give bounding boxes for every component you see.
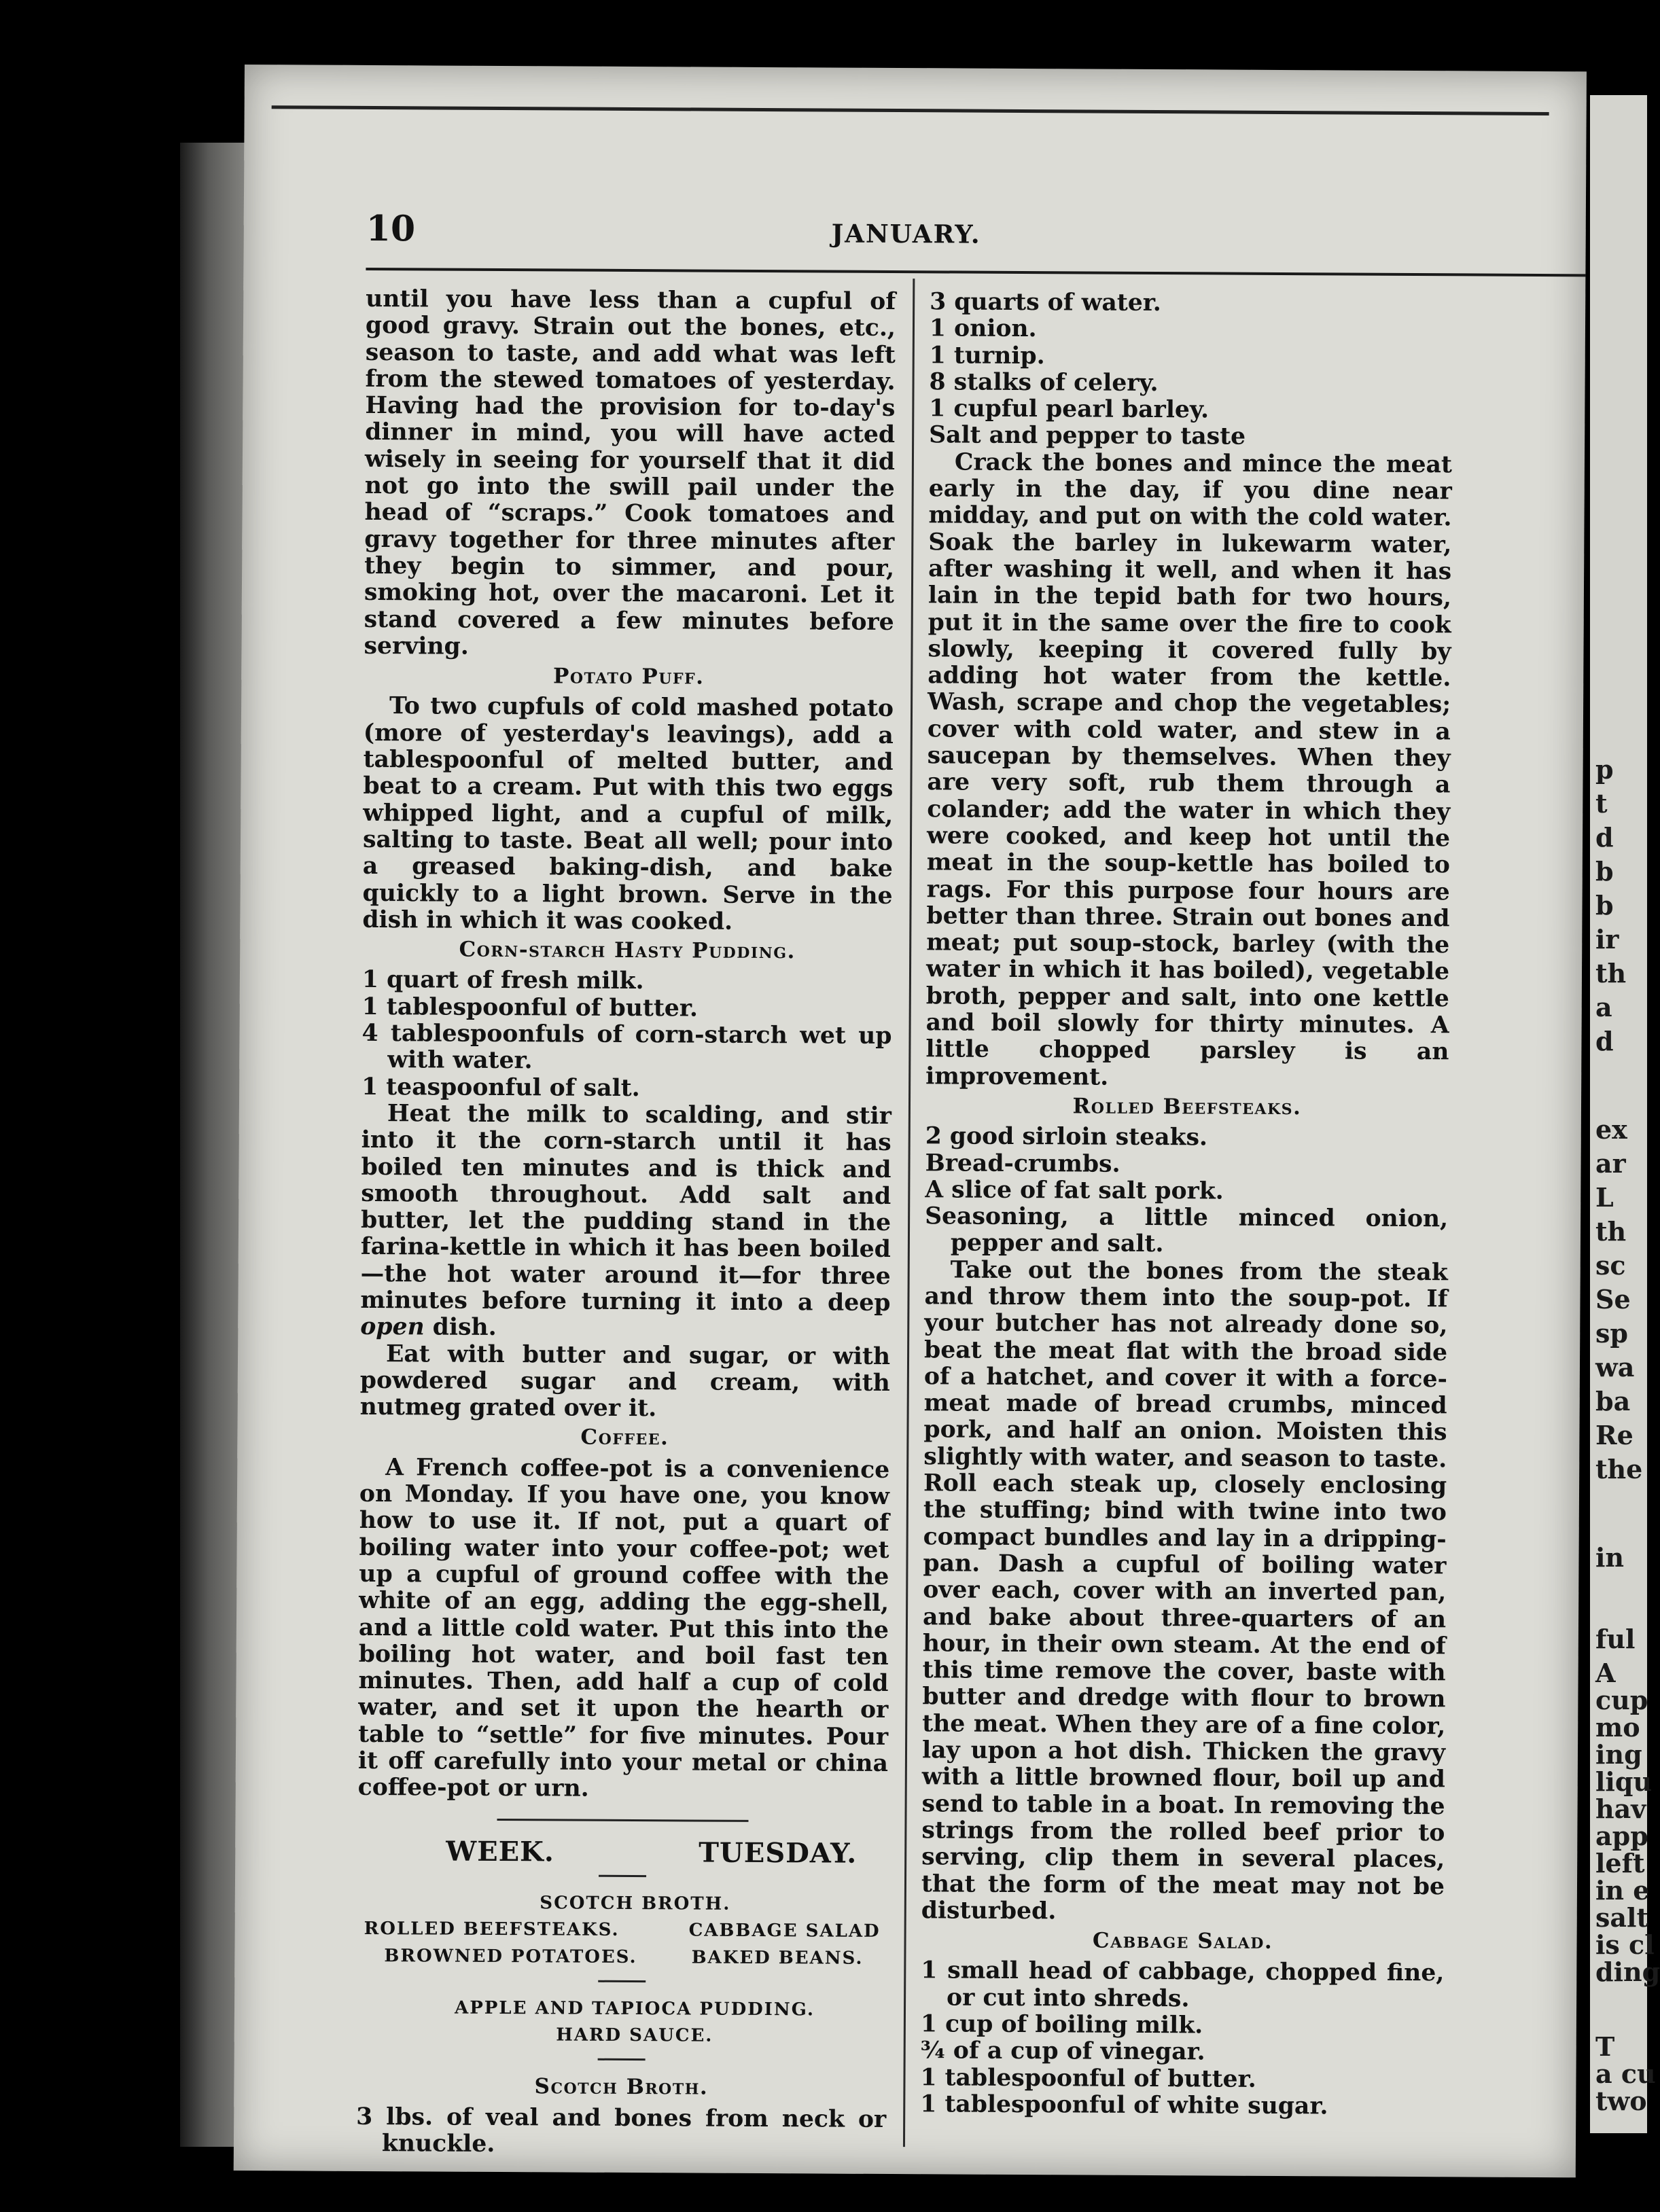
page-header (366, 208, 1576, 262)
week-label: WEEK. (446, 1835, 554, 1868)
beefsteak-ingredient: Bread-crumbs. (925, 1149, 1120, 1178)
facing-page-fragment: t (1595, 788, 1608, 819)
facing-page-fragment: ir (1595, 924, 1619, 955)
week-day-heading (357, 1835, 887, 1870)
pudding-method (360, 1101, 891, 1344)
top-border-rule (272, 105, 1549, 115)
facing-page-fragment: in e (1595, 1875, 1650, 1906)
salad-ingredient: ¾ of a cup of vinegar. (920, 2037, 1205, 2066)
coffee-heading: Coffee. (580, 1425, 669, 1450)
pudding-ingredient: 1 quart of fresh milk. (361, 966, 644, 995)
running-head: JANUARY. (831, 218, 981, 249)
pudding-ingredient: 1 tablespoonful of butter. (361, 993, 699, 1022)
facing-page-fragment: T (1595, 2031, 1615, 2062)
facing-page-fragment: ex (1595, 1114, 1627, 1145)
header-rule (366, 268, 1585, 276)
facing-page-fragment: a (1595, 992, 1612, 1022)
pudding-method-emphasis: open (360, 1313, 425, 1341)
facing-page-fragment: ba (1595, 1386, 1631, 1416)
facing-page-fragment: d (1595, 822, 1614, 853)
menu-sauce: HARD SAUCE. (556, 2024, 713, 2046)
salad-ingredient: 1 tablespoonful of butter. (920, 2063, 1256, 2093)
facing-page-fragment: Se (1595, 1284, 1631, 1315)
facing-page-fragment: left (1595, 1848, 1645, 1878)
section-rule (497, 1819, 748, 1822)
facing-page-fragment: L (1595, 1182, 1614, 1213)
facing-page-fragment: p (1595, 754, 1614, 785)
scotch-broth-heading: Scotch Broth. (534, 2074, 709, 2101)
facing-page-fragment: Re (1595, 1420, 1633, 1450)
facing-page-fragment: th (1595, 1216, 1627, 1247)
pudding-method-b: dish. (432, 1313, 497, 1342)
menu-item: BROWNED POTATOES. (384, 1945, 637, 1967)
left-column (356, 286, 896, 2160)
menu-rule (598, 1980, 646, 1982)
scanned-page (234, 65, 1587, 2177)
pudding-ingredient: 1 teaspoonful of salt. (361, 1073, 640, 1102)
facing-page-fragment: ding (1595, 1957, 1660, 1987)
salad-ingredient: 1 tablespoonful of white sugar. (920, 2090, 1328, 2120)
facing-page-fragment: th (1595, 958, 1627, 988)
pudding-heading: Corn-starch Hasty Pudding. (459, 937, 796, 964)
menu-item: BAKED BEANS. (691, 1946, 864, 1969)
beefsteak-ingredient: A slice of fat salt pork. (925, 1176, 1224, 1205)
beefsteak-ingredient: Seasoning, a little minced onion, pepper and salt. (925, 1202, 1449, 1258)
facing-page-fragment: ar (1595, 1148, 1626, 1179)
salad-ingredient: 1 small head of cabbage, chopped fine, or cut into shreds. (921, 1957, 1445, 2013)
facing-page-fragment: the (1595, 1454, 1643, 1484)
facing-page-fragment: b (1595, 856, 1614, 887)
broth-ingredient: 1 onion. (929, 315, 1037, 343)
facing-page-fragment: mo (1595, 1712, 1640, 1743)
coffee-text: A French coffee-pot is a convenience on Monday. If you have one, you know how to use it. If not, put a quart of boiling water into your coffee-pot; wet up a cupful of ground coffee with the white of an egg, adding the egg-shell, and a little cold water. Put this into the boiling hot water, and boil fast ten minutes. Then, add half a cup of cold water, and set it upon the hearth or table to “settle” for five minutes. Pour it off carefully into your metal or china coffee-pot or urn. (357, 1453, 890, 1803)
cabbage-salad-heading: Cabbage Salad. (1092, 1928, 1273, 1955)
broth-method: Crack the bones and mince the meat early in the day, if you dine near midday, and put on with the cold water. Soak the barley in lukewarm water, after washing it well, and when it has lain in the tepid bath for two hours, put it in the same over the fire to cook slowly, keeping it covered fully by adding hot water from the kettle. Wash, scrape and chop the vegetables; cover with cold water, and stew in a saucepan by themselves. When they are very soft, rub them through a colander; add the water in which they were cooked, and keep hot until the meat in the soup-kettle has boiled to rags. For this purpose four hours are better than three. Strain out bones and meat; put soup-stock, barley (with the water in which it has boiled), vegetable broth, pepper and salt, into one kettle and boil slowly for thirty minutes. A little chopped parsley is an improvement. (925, 448, 1453, 1091)
facing-page-fragment: liqu (1595, 1766, 1653, 1797)
facing-page-fragment: ing (1595, 1739, 1642, 1770)
facing-page-fragment: d (1595, 1026, 1614, 1056)
menu-rule (599, 1875, 646, 1877)
beefsteaks-heading: Rolled Beefsteaks. (1072, 1094, 1302, 1120)
day-label: TUESDAY. (699, 1836, 858, 1870)
page-number: 10 (366, 207, 416, 250)
menu-item: CABBAGE SALAD (688, 1920, 881, 1942)
facing-page-fragment: app (1595, 1821, 1648, 1851)
facing-page-fragment: salt (1595, 1902, 1649, 1933)
pudding-serving: Eat with butter and sugar, or with powdered sugar and cream, with nutmeg grated over it. (359, 1340, 891, 1423)
pudding-method-a: Heat the milk to scalding, and stir into it the corn-starch until it has boiled ten minutes and is thick and smooth throughout. Add salt and butter, let the pudding stand in the farina-kettle in which it has been boiled—the hot water around it—for three minutes before turning it into a deep (360, 1100, 892, 1317)
broth-ingredient: 1 cupful pearl barley. (929, 395, 1209, 424)
potato-puff-text: To two cupfuls of cold mashed potato (more of yesterday's leavings), add a tablespoonful of melted butter, and beat to a cream. Put with this two eggs whipped light, and a cupful of milk, salting to taste. Beat all well; pour into a greased baking-dish, and bake quickly to a light brown. Serve in the dish in which it was cooked. (362, 692, 894, 935)
beefsteak-ingredient: 2 good sirloin steaks. (925, 1122, 1208, 1152)
menu-soup: SCOTCH BROTH. (540, 1893, 731, 1914)
facing-page-edge (1590, 95, 1660, 2133)
facing-page-fragment: two (1595, 2086, 1647, 2116)
menu-row (357, 1916, 887, 1945)
facing-page-fragment: b (1595, 890, 1614, 921)
potato-puff-heading: Potato Puff. (553, 664, 705, 690)
facing-page-fragment: sc (1595, 1250, 1626, 1281)
broth-ingredient: 8 stalks of celery. (929, 368, 1159, 397)
menu-rule (598, 2058, 646, 2061)
broth-ingredient: Salt and pepper to taste (929, 421, 1246, 451)
facing-page-fragment: A (1595, 1658, 1616, 1688)
facing-page-fragment: cup (1595, 1685, 1648, 1715)
menu-item: ROLLED BEEFSTEAKS. (364, 1919, 620, 1941)
menu-dessert: APPLE AND TAPIOCA PUDDING. (454, 1997, 815, 2020)
facing-page-fragment: wa (1595, 1352, 1635, 1382)
broth-ingredient: 3 quarts of water. (930, 288, 1162, 317)
beefsteak-method: Take out the bones from the steak and throw them into the soup-pot. If your butcher has not already done so, beat the meat flat with the broad side of a hatchet, and cover it with a force-meat made of bread crumbs, minced pork, and half an onion. Moisten this slightly with water, and season to taste. Roll each steak up, closely enclosing the stuffing; bind with twine into two compact bundles and lay in a dripping-pan. Dash a cupful of boiling water over each, cover with an inverted pan, and bake about three-quarters of an hour, in their own steam. At the end of this time remove the cover, baste with butter and dredge with flour to brown the meat. When they are of a fine color, lay upon a hot dish. Thicken the gravy with a little browned flour, boil up and send to table in a boat. In removing the strings from the rolled beef prior to serving, clip them in several places, that the form of the meat may not be disturbed. (921, 1256, 1448, 1925)
broth-ingredient: 3 lbs. of veal and bones from neck or knuckle. (356, 2103, 887, 2158)
facing-page-fragment: ful (1595, 1624, 1636, 1654)
facing-page-fragment: a cu (1595, 2058, 1656, 2089)
facing-page-fragment: is cl (1595, 1929, 1655, 1960)
facing-page-fragment: hav (1595, 1794, 1646, 1824)
facing-page-fragment: sp (1595, 1318, 1628, 1349)
broth-ingredient: 1 turnip. (929, 341, 1045, 370)
facing-page-fragment: in (1595, 1542, 1625, 1573)
salad-ingredient: 1 cup of boiling milk. (920, 2010, 1203, 2039)
right-column (920, 289, 1453, 2120)
menu-row (357, 1942, 887, 1972)
macaroni-continuation: until you have less than a cupful of good gravy. Strain out the bones, etc., season to taste, and add what was left from the stewed tomatoes of yesterday. Having had the provision for to-day's dinner in mind, you will have acted wisely in seeing for yourself that it did not go into the swill pail under the head of “scraps.” Cook tomatoes and gravy together for three minutes after they begin to simmer, and pour, smoking hot, over the macaroni. Let it stand covered a few minutes before serving. (364, 285, 896, 660)
pudding-ingredient: 4 tablespoonfuls of corn-starch wet up with water. (361, 1019, 892, 1075)
column-divider (903, 279, 915, 2147)
